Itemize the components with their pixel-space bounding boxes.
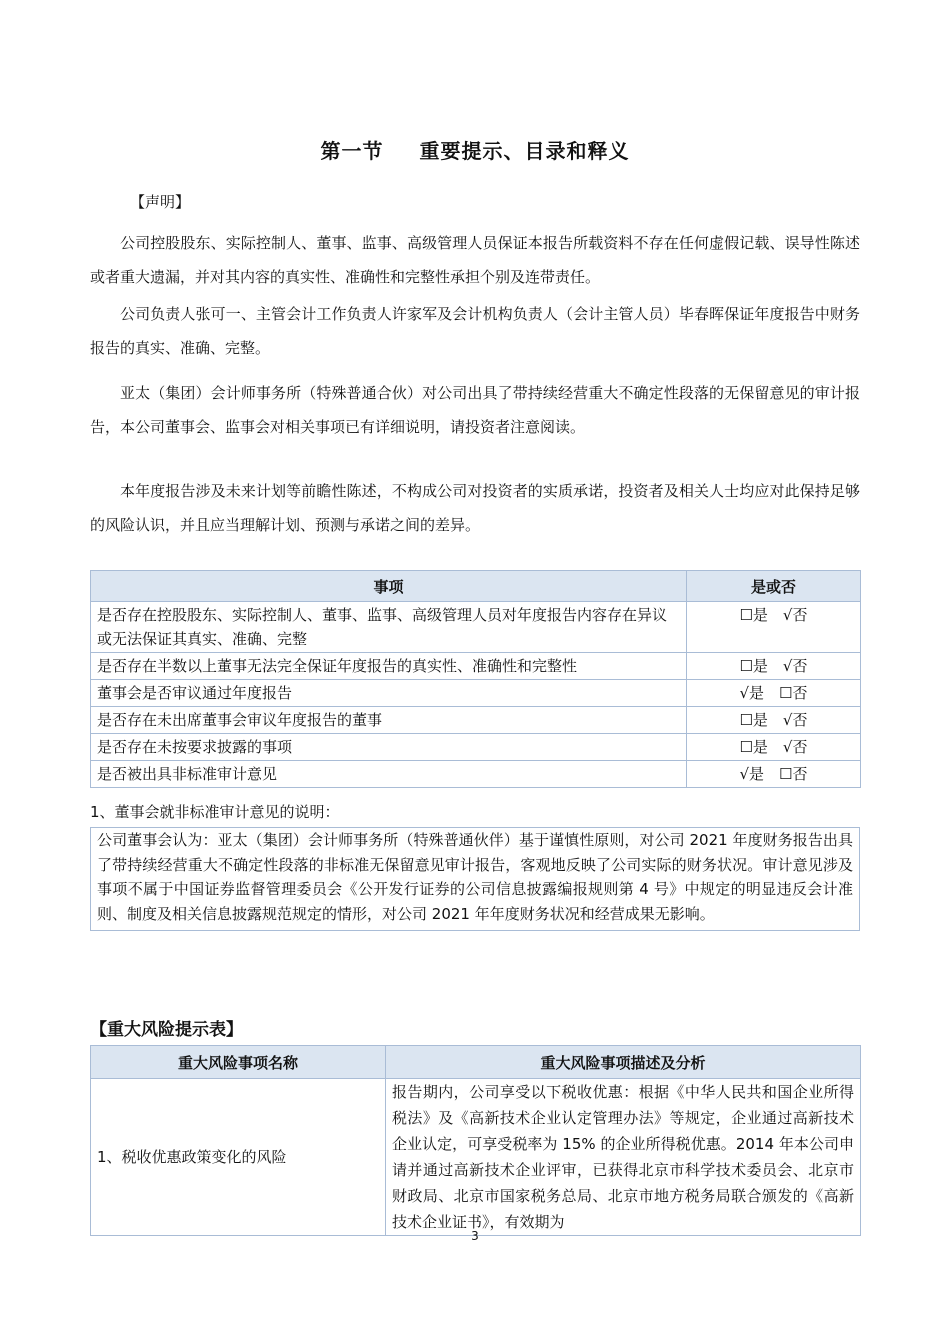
risk-name: 1、税收优惠政策变化的风险 bbox=[91, 1079, 386, 1236]
matter-answer: ☐是 √否 bbox=[687, 653, 861, 680]
section-number: 第一节 bbox=[320, 139, 384, 163]
matter-item: 是否存在半数以上董事无法完全保证年度报告的真实性、准确性和完整性 bbox=[91, 653, 687, 680]
header-item: 事项 bbox=[91, 571, 687, 602]
risk-table bbox=[90, 1045, 861, 1236]
section-title bbox=[0, 135, 950, 164]
matter-answer: ☐是 √否 bbox=[687, 602, 861, 653]
header-risk-name: 重大风险事项名称 bbox=[91, 1046, 386, 1079]
matter-answer: √是 ☐否 bbox=[687, 680, 861, 707]
matter-item: 是否存在控股股东、实际控制人、董事、监事、高级管理人员对年度报告内容存在异议或无法保证其真实、准确、完整 bbox=[91, 602, 687, 653]
table-row bbox=[91, 602, 861, 653]
page-number: 3 bbox=[471, 1229, 479, 1243]
section-name: 重要提示、目录和释义 bbox=[419, 139, 630, 163]
matters-table bbox=[90, 570, 861, 788]
table-header-row bbox=[91, 1046, 861, 1079]
risk-table-title: 【重大风险提示表】 bbox=[90, 1020, 243, 1040]
paragraph-guarantee: 公司控股股东、实际控制人、董事、监事、高级管理人员保证本报告所载资料不存在任何虚假记载、误导性陈述或者重大遗漏，并对其内容的真实性、准确性和完整性承担个别及连带责任。 bbox=[90, 234, 860, 286]
matter-item: 是否被出具非标准审计意见 bbox=[91, 761, 687, 788]
table-header-row bbox=[91, 571, 861, 602]
audit-note-title: 1、董事会就非标准审计意见的说明： bbox=[90, 803, 340, 821]
table-row bbox=[91, 653, 861, 680]
paragraph-responsible-persons: 公司负责人张可一、主管会计工作负责人许家军及会计机构负责人（会计主管人员）毕春晖保证年度报告中财务报告的真实、准确、完整。 bbox=[90, 305, 860, 357]
matter-item: 是否存在未按要求披露的事项 bbox=[91, 734, 687, 761]
table-row bbox=[91, 680, 861, 707]
matter-answer: √是 ☐否 bbox=[687, 761, 861, 788]
paragraph-audit-opinion: 亚太（集团）会计师事务所（特殊普通合伙）对公司出具了带持续经营重大不确定性段落的无保留意见的审计报告，本公司董事会、监事会对相关事项已有详细说明，请投资者注意阅读。 bbox=[90, 384, 860, 436]
table-row bbox=[91, 734, 861, 761]
matter-answer: ☐是 √否 bbox=[687, 707, 861, 734]
matter-item: 是否存在未出席董事会审议年度报告的董事 bbox=[91, 707, 687, 734]
table-row bbox=[91, 761, 861, 788]
header-yes-no: 是或否 bbox=[687, 571, 861, 602]
table-row bbox=[91, 1079, 861, 1236]
matter-answer: ☐是 √否 bbox=[687, 734, 861, 761]
risk-description: 报告期内，公司享受以下税收优惠：根据《中华人民共和国企业所得税法》及《高新技术企业认定管理办法》等规定，企业通过高新技术企业认定，可享受税率为 15% 的企业所得税优惠。2014 年本公司申请并通过高新技术企业评审，已获得北京市科学技术委员会、北京市财政局、北京市国家税务总局、北京市地方税务局联合颁发的《高新技术企业证书》，有效期为 bbox=[386, 1079, 861, 1236]
matter-item: 董事会是否审议通过年度报告 bbox=[91, 680, 687, 707]
statement-label: 【声明】 bbox=[130, 193, 191, 211]
paragraph-forward-looking: 本年度报告涉及未来计划等前瞻性陈述，不构成公司对投资者的实质承诺，投资者及相关人士均应对此保持足够的风险认识，并且应当理解计划、预测与承诺之间的差异。 bbox=[90, 482, 860, 534]
audit-note-box: 公司董事会认为：亚太（集团）会计师事务所（特殊普通伙伴）基于谨慎性原则，对公司 2021 年度财务报告出具了带持续经营重大不确定性段落的非标准无保留意见审计报告，客观地反映了公司实际的财务状况。审计意见涉及事项不属于中国证券监督管理委员会《公开发行证券的公司信息披露编报规则第 4 号》中规定的明显违反会计准则、制度及相关信息披露规范规定的情形，对公司 2021 年年度财务状况和经营成果无影响。 bbox=[90, 827, 860, 931]
table-row bbox=[91, 707, 861, 734]
header-risk-description: 重大风险事项描述及分析 bbox=[386, 1046, 861, 1079]
